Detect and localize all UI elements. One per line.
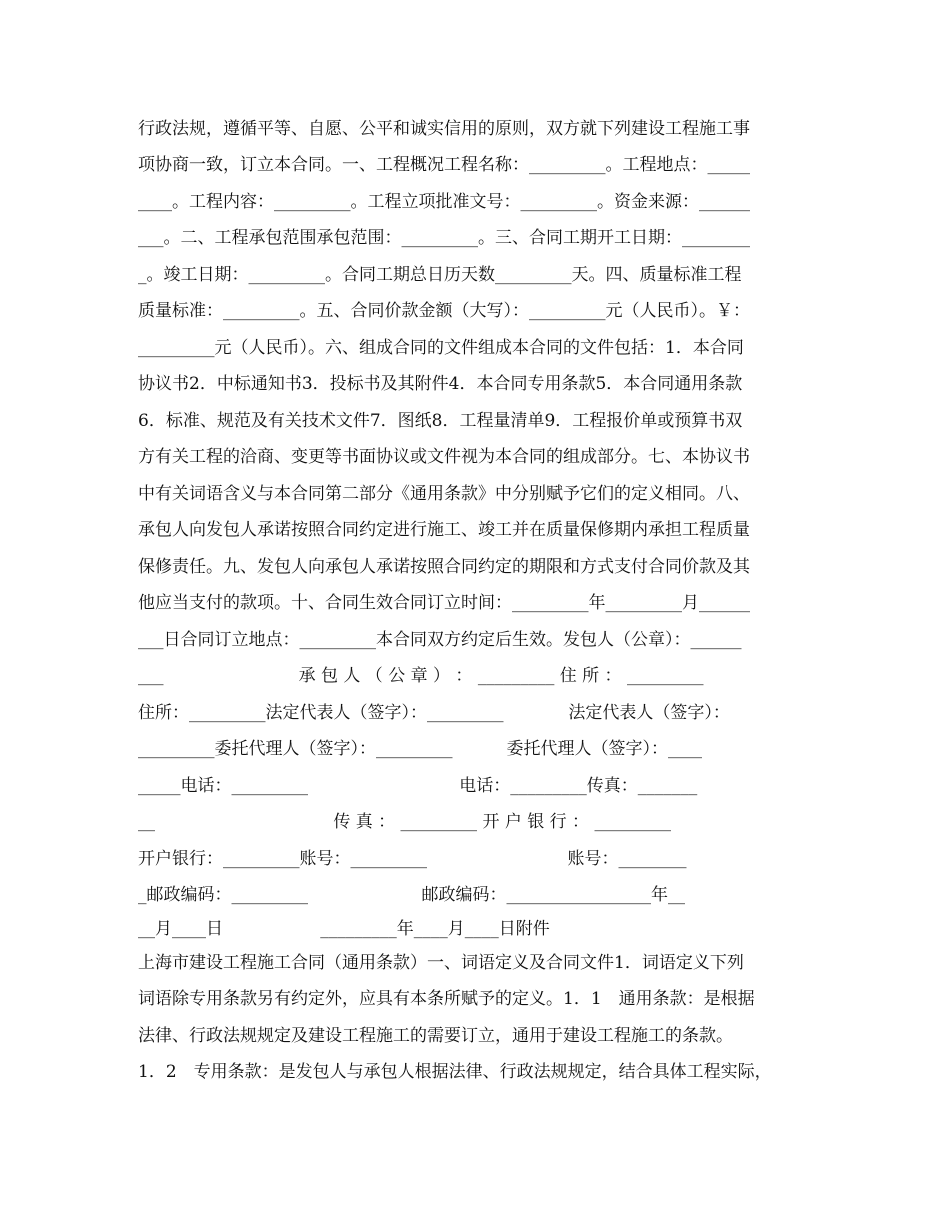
text-line: 开户银行：_________账号：_________ 账号：________	[138, 849, 687, 869]
text-line: ____。工程内容：_________。工程立项批准文号：_________。资金来源：______	[138, 192, 750, 212]
text-line: __ 传 真 ： _________ 开 户 银 行 ： _________	[138, 812, 671, 832]
text-line: ___日合同订立地点：_________本合同双方约定后生效。发包人（公章）：______	[138, 630, 742, 650]
text-line: 方有关工程的洽商、变更等书面协议或文件视为本合同的组成部分。七、本协议书	[138, 447, 750, 467]
text-line: 他应当支付的款项。十、合同生效合同订立时间：_________年_________月______	[138, 593, 750, 613]
text-line: ___ 承 包 人 （ 公 章 ） ： _________ 住 所 ： _________	[138, 666, 704, 686]
text-line: 1．2 专用条款：是发包人与承包人根据法律、行政法规规定，结合具体工程实际，	[138, 1062, 772, 1082]
text-line: 承包人向发包人承诺按照合同约定进行施工、竣工并在质量保修期内承担工程质量	[138, 520, 750, 540]
text-line: 6．标准、规范及有关技术文件7．图纸8．工程量清单9．工程报价单或预算书双	[138, 411, 743, 431]
text-line: 质量标准：_________。五、合同价款金额（大写）：_________元（人民币）。￥：	[138, 301, 750, 321]
text-line: 住所：_________法定代表人（签字）：_________ 法定代表人（签字）：	[138, 703, 730, 723]
text-line: 词语除专用条款另有约定外，应具有本条所赋予的定义。1．1 通用条款：是根据	[138, 989, 755, 1009]
text-line: _________委托代理人（签字）：_________ 委托代理人（签字）：____	[138, 739, 703, 759]
text-line: 上海市建设工程施工合同（通用条款）一、词语定义及合同文件1．词语定义下列	[138, 953, 744, 973]
text-line: 法律、行政法规规定及建设工程施工的需要订立，通用于建设工程施工的条款。	[138, 1026, 733, 1046]
text-line: _________元（人民币）。六、组成合同的文件组成本合同的文件包括：1．本合同	[138, 338, 744, 358]
text-line: 项协商一致，订立本合同。一、工程概况工程名称：_________。工程地点：_____	[138, 155, 750, 175]
text-line: _____电话：_________ 电话：_________传真：_______	[138, 776, 698, 796]
text-line: _邮政编码：_________ 邮政编码：_________________年__	[138, 885, 685, 905]
text-line: ___。二、工程承包范围承包范围：_________。三、合同工期开工日期：________	[138, 228, 750, 248]
text-line: 中有关词语含义与本合同第二部分《通用条款》中分别赋予它们的定义相同。八、	[138, 484, 750, 504]
text-line: _。竣工日期：_________。合同工期总日历天数_________天。四、质量标准工程	[138, 265, 742, 285]
text-line: __月____日 _________年____月____日附件	[138, 919, 550, 939]
text-line: 保修责任。九、发包人向承包人承诺按照合同约定的期限和方式支付合同价款及其	[138, 557, 750, 577]
text-line: 协议书2．中标通知书3．投标书及其附件4．本合同专用条款5．本合同通用条款	[138, 374, 743, 394]
text-line: 行政法规，遵循平等、自愿、公平和诚实信用的原则，双方就下列建设工程施工事	[138, 119, 750, 139]
